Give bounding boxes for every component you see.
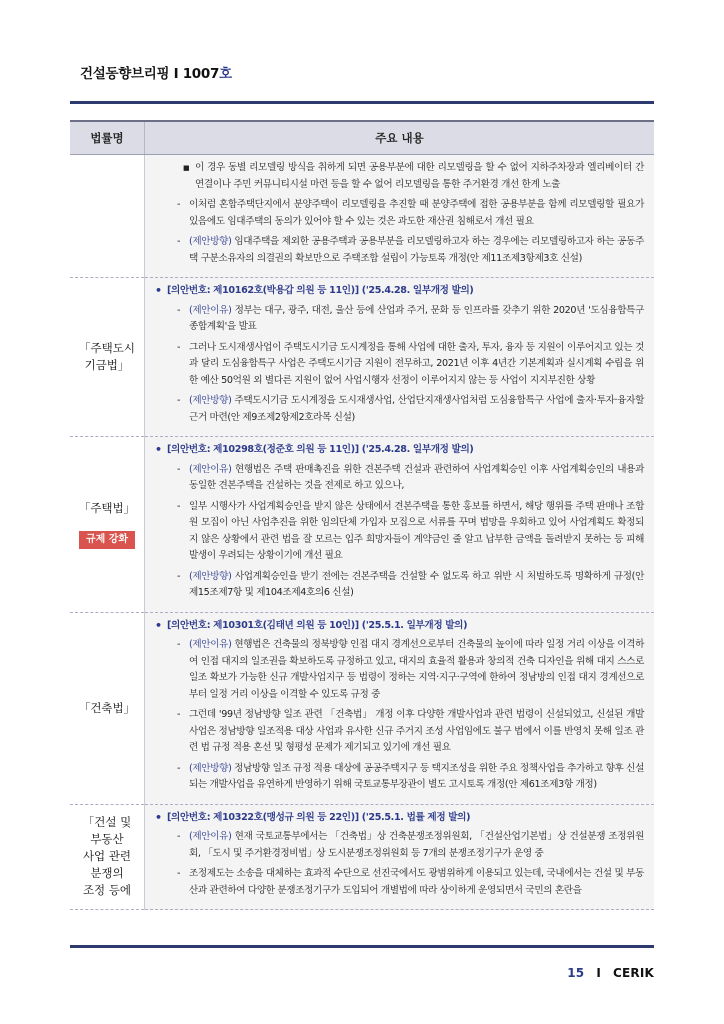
item-label: (제안이유) — [189, 304, 232, 316]
dash-item — [151, 866, 644, 899]
header-title-prefix: 건설동향브리핑 Ⅰ 1007 — [80, 66, 220, 82]
item-text: [의안번호: 제10301호(김태년 의원 등 10인)] ('25.5.1. 일부개정 발의) — [167, 619, 468, 631]
table-row — [70, 155, 654, 278]
item-text: 일부 시행사가 사업계획승인을 받지 않은 상태에서 견본주택을 통한 홍보를 하면서, 해당 행위를 주택 판매나 조합원 모집이 아닌 사업추진을 위한 임의단체 가입자 모집으로 서류를 꾸며 법망을 우회하고 있어 사업계획도 확정되지 않은 상황에서 관련 법을 잘 모르는 입주 희망자들이 계약금인 줄 알고 납부한 금액을 돌려받지 못하는 등 피해 발생이 우려되는 상황이기에 개선 필요 — [189, 500, 644, 561]
law-name: 「주택법」 — [78, 500, 136, 515]
item-text: 현행법은 주택 판매촉진을 위한 견본주택 건설과 관련하여 사업계획승인 이후 사업계획승인의 내용과 동일한 견본주택을 건설하는 것을 전제로 하고 있으나, — [189, 463, 644, 491]
law-name: 「주택도시 기금법」 — [79, 341, 135, 372]
footer-separator: Ⅰ — [596, 966, 601, 980]
item-text: 현행법은 건축물의 정북방향 인접 대지 경계선으로부터 건축물의 높이에 따라 일정 거리 이상을 이격하여 인접 대지의 일조권을 확보하도록 규정하고 있고, 대지의 효율적 활용과 창의적 건축 디자인을 위해 대지 스스로 일조 확보가 가능한 신규 개발사업지구 등 법령이 정하는 지역·지구·구역에 한하여 정남방의 인접 대지 경계선으로부터 일정 거리 이상을 이격할 수 있도록 규정 중 — [189, 639, 644, 700]
page-number: 15 — [567, 966, 585, 980]
dash-icon: - — [177, 341, 181, 353]
table-row — [70, 612, 654, 804]
table-row — [70, 804, 654, 910]
item-text: 이 경우 동별 리모델링 방식을 취하게 되면 공용부분에 대한 리모델링을 할 수 없어 지하주차장과 엘리베이터 간 연결이나 주민 커뮤니티시설 마련 등을 할 수 없어 리모델링을 통한 주거환경 개선 한계 노출 — [195, 162, 644, 190]
item-text: 그런데 '99년 정남방향 일조 관련 「건축법」 개정 이후 다양한 개발사업과 관련 법령이 신설되었고, 신설된 개발사업은 정남방향 일조적용 대상 사업과 유사한 신규 주거지 조성 사업임에도 불구 법에서 이를 반영치 못해 일조 관련 법 규정 적용 혼선 및 형평성 문제가 제기되고 있기에 개선 필요 — [189, 709, 644, 753]
item-label: (제안방향) — [189, 395, 232, 406]
item-label: (제안방향) — [189, 762, 232, 774]
regulation-badge: 규제 강화 — [79, 531, 135, 549]
dash-item — [151, 303, 644, 336]
dash-icon: - — [177, 868, 181, 879]
item-text: [의안번호: 제10298호(정준호 의원 등 11인)] ('25.4.28. 일부개정 발의) — [167, 444, 474, 455]
item-label: (제안이유) — [189, 831, 232, 842]
table-row — [70, 437, 654, 613]
dash-item — [151, 707, 644, 757]
bill-item — [151, 442, 644, 459]
law-name: 「건설 및 부동산 사업 관련 분쟁의 조정 등에 — [82, 815, 132, 898]
item-label: (제안이유) — [189, 463, 232, 475]
dash-icon: - — [177, 831, 181, 842]
sub-item — [151, 160, 644, 193]
item-text: 사업계획승인을 받기 전에는 견본주택을 건설할 수 없도록 하고 위반 시 처벌하도록 명확하게 규정(안 제15조제7항 및 제104조제4호의6 신설) — [189, 570, 644, 598]
item-label: (제안방향) — [189, 236, 232, 247]
dash-item — [151, 197, 644, 230]
dash-icon: - — [177, 395, 181, 406]
item-text: 현재 국토교통부에서는 「건축법」상 건축분쟁조정위원회, 「건설산업기본법」상 건설분쟁 조정위원회, 「도시 및 주거환경정비법」상 도시분쟁조정위원회 등 7개의 분쟁조정기구가 운영 중 — [189, 831, 644, 859]
law-name-cell — [70, 437, 145, 613]
law-table — [70, 120, 654, 910]
column-header-content: 주요 내용 — [145, 121, 655, 155]
item-text: 임대주택을 제외한 공용주택과 공용부분을 리모델링하고자 하는 경우에는 리모델링하고자 하는 공동주택 구분소유자의 의결권의 확보만으로 주택조합 설립이 가능토록 개정(안 제11조제3항제3호 신설) — [189, 236, 644, 264]
dash-item — [151, 499, 644, 565]
content-cell — [145, 278, 655, 437]
item-text: [의안번호: 제10322호(맹성규 의원 등 22인)] ('25.5.1. 법률 제정 발의) — [167, 811, 471, 823]
dash-icon: - — [177, 570, 181, 582]
dash-item — [151, 340, 644, 390]
dash-icon: - — [177, 709, 181, 720]
content-cell — [145, 155, 655, 278]
item-text: 이처럼 혼합주택단지에서 분양주택이 리모델링을 추진할 때 분양주택에 접한 공용부분을 함께 리모델링할 필요가 있음에도 임대주택의 동의가 있어야 할 수 있는 것은 과도한 재산권 침해로서 개선 필요 — [189, 199, 644, 227]
item-text: 조정제도는 소송을 대체하는 효과적 수단으로 선진국에서도 광범위하게 이용되고 있는데, 국내에서는 건설 및 부동산과 관련하여 다양한 분쟁조정기구가 도입되어 개별법에 따라 상이하게 운영되면서 국민의 혼란을 — [189, 868, 644, 896]
dash-item — [151, 462, 644, 495]
dash-item — [151, 761, 644, 794]
column-header-law: 법률명 — [70, 121, 145, 155]
bill-item — [151, 618, 644, 635]
law-name-cell — [70, 804, 145, 910]
dash-icon: - — [177, 236, 181, 247]
dash-icon: - — [177, 500, 181, 512]
dash-icon: - — [177, 762, 181, 774]
dash-icon: - — [177, 639, 181, 650]
table-header-row — [70, 121, 654, 155]
item-text: 정부는 대구, 광주, 대전, 울산 등에 산업과 주거, 문화 등 인프라를 갖추기 위한 2020년 '도심융합특구종합계획'을 발표 — [189, 304, 644, 332]
item-label: (제안방향) — [189, 570, 232, 582]
law-name: 「건축법」 — [78, 700, 136, 715]
dash-item — [151, 829, 644, 862]
item-label: (제안이유) — [189, 639, 232, 650]
bill-item — [151, 810, 644, 827]
bill-item — [151, 283, 644, 300]
bottom-rule — [70, 945, 654, 948]
top-rule — [70, 101, 654, 104]
footer-org: CERIK — [612, 966, 654, 980]
law-name-cell — [70, 612, 145, 804]
content-cell — [145, 612, 655, 804]
header-title — [80, 62, 232, 82]
bullet-icon: • — [155, 618, 162, 632]
bullet-icon: • — [155, 284, 162, 297]
content-cell — [145, 804, 655, 910]
dash-icon: - — [177, 304, 181, 316]
table-row — [70, 278, 654, 437]
dash-icon: - — [177, 463, 181, 475]
dash-item — [151, 637, 644, 703]
bullet-icon: • — [155, 810, 162, 824]
square-bullet-icon: ■ — [183, 164, 190, 172]
law-name-cell — [70, 278, 145, 437]
table-body — [70, 155, 654, 910]
dash-item — [151, 234, 644, 267]
dash-icon: - — [177, 199, 181, 210]
header-title-suffix: 호 — [219, 66, 232, 82]
bullet-icon: • — [155, 443, 162, 456]
dash-item — [151, 569, 644, 602]
page-footer — [567, 966, 654, 980]
item-text: 그러나 도시재생사업이 주택도시기금 도시계정을 통해 사업에 대한 출자, 투자, 융자 등 지원이 이루어지고 있는 것과 달리 도심융합특구 사업은 주택도시기금 지원이 전무하고, 2021년 이후 4년간 기본계획과 실시계획 수립을 위한 예산 50억원 외 별다른 지원이 없어 사업시행자 선정이 이루어지지 않는 등 사업이 지지부진한 상황 — [189, 341, 644, 386]
item-text: [의안번호: 제10162호(박용갑 의원 등 11인)] ('25.4.28. 일부개정 발의) — [167, 285, 474, 296]
content-cell — [145, 437, 655, 613]
law-name-cell — [70, 155, 145, 278]
dash-item — [151, 393, 644, 426]
item-text: 정남방향 일조 규정 적용 대상에 공공주택지구 등 택지조성을 위한 주요 정책사업을 추가하고 향후 신설되는 개발사업을 유연하게 반영하기 위해 국토교통부장관이 별도 고시토록 개정(안 제61조제3항 개정) — [189, 762, 644, 790]
item-text: 주택도시기금 도시계정을 도시재생사업, 산업단지재생사업처럼 도심융합특구 사업에 출자·투자·융자할 근거 마련(안 제9조제2항제2호라목 신설) — [189, 395, 644, 423]
